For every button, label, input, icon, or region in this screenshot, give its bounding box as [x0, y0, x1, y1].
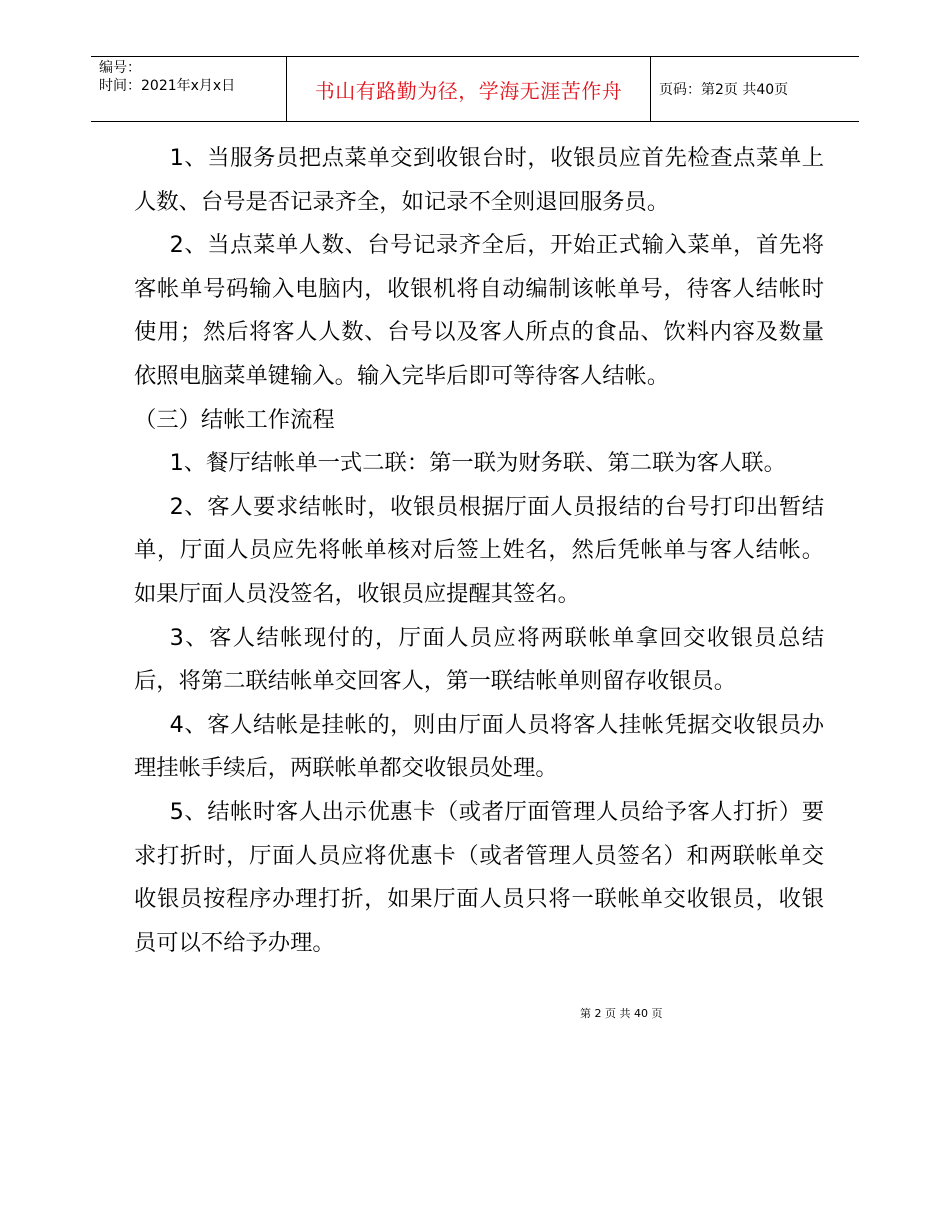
section-heading: （三）结帐工作流程 [134, 406, 335, 433]
paragraph: 1、餐厅结帐单一式二联：第一联为财务联、第二联为客人联。 [169, 450, 786, 477]
document-body [134, 137, 824, 965]
paragraph: 2、客人要求结帐时，收银员根据厅面人员报结的台号打印出暂结单，厅面人员应先将帐单核对后签上姓名，然后凭帐单与客人结帐。如果厅面人员没签名，收银员应提醒其签名。 [134, 493, 824, 607]
header-meta [91, 57, 287, 121]
number-label: 编号： [99, 60, 141, 76]
paragraph: 5、结帐时客人出示优惠卡（或者厅面管理人员给予客人打折）要求打折时，厅面人员应将优惠卡（或者管理人员签名）和两联帐单交收银员按程序办理打折，如果厅面人员只将一联帐单交收银员，收银员可以不给予办理。 [134, 798, 824, 956]
paragraph: 4、客人结帐是挂帐的，则由厅面人员将客人挂帐凭据交收银员办理挂帐手续后，两联帐单都交收银员处理。 [134, 711, 824, 782]
paragraph: 3、客人结帐现付的，厅面人员应将两联帐单拿回交收银员总结后，将第二联结帐单交回客人，第一联结帐单则留存收银员。 [134, 624, 824, 695]
header-page-number: 页码：第2页 共40页 [659, 82, 789, 98]
paragraph: 2、当点菜单人数、台号记录齐全后，开始正式输入菜单，首先将客帐单号码输入电脑内，收银机将自动编制该帐单号，待客人结帐时使用；然后将客人人数、台号以及客人所点的食品、饮料内容及数量依照电脑菜单键输入。输入完毕后即可等待客人结帐。 [134, 232, 824, 389]
paragraph: 1、当服务员把点菜单交到收银台时，收银员应首先检查点菜单上人数、台号是否记录齐全，如记录不全则退回服务员。 [134, 145, 824, 215]
time-label: 时间：2021年x月x日 [99, 78, 236, 94]
document-header [91, 56, 859, 122]
footer-page-number: 第 2 页 共 40 页 [580, 1007, 663, 1020]
header-motto: 书山有路勤为径，学海无涯苦作舟 [287, 57, 651, 121]
